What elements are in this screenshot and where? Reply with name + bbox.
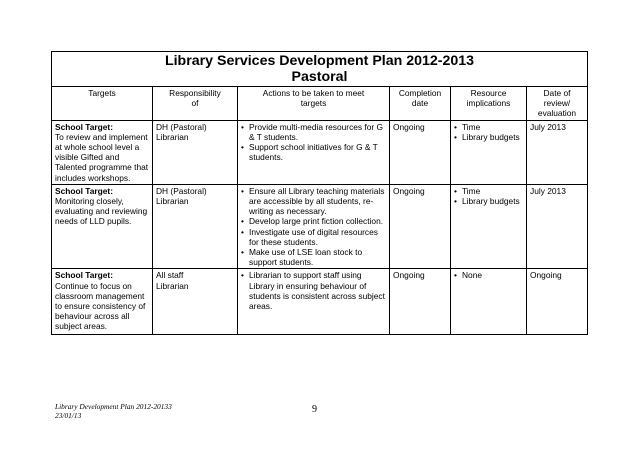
completion-cell: Ongoing — [390, 120, 451, 184]
header-targets: Targets — [52, 87, 153, 121]
target-text: Monitoring closely, evaluating and reviewing needs of LLD pupils. — [55, 196, 148, 227]
completion-cell: Ongoing — [390, 184, 451, 269]
table-row — [52, 120, 588, 184]
footer-doc-name: Library Development Plan 2012-20133 — [55, 402, 172, 411]
resources-cell — [451, 184, 527, 269]
responsibility-cell: DH (Pastoral) Librarian — [153, 184, 238, 269]
list-item: • None — [454, 270, 523, 280]
completion-cell: Ongoing — [390, 269, 451, 335]
target-cell — [52, 269, 153, 335]
list-item: • Make use of LSE loan stock to support students. — [241, 247, 386, 267]
list-item: • Support school initiatives for G & T students. — [241, 142, 386, 162]
review-cell: July 2013 — [527, 120, 588, 184]
table-row — [52, 269, 588, 335]
table-row — [52, 184, 588, 269]
development-plan-table — [51, 51, 588, 335]
header-row — [52, 87, 588, 121]
footer-date: 23/01/13 — [55, 411, 82, 420]
target-label: School Target: — [55, 185, 114, 196]
title-cell — [52, 52, 588, 87]
actions-cell — [238, 120, 390, 184]
list-item: • Library budgets — [454, 196, 523, 206]
list-item: • Librarian to support staff using Library in ensuring behaviour of students is consistent across subject areas. — [241, 270, 386, 311]
target-text: Continue to focus on classroom management to ensure consistency of behaviour across all subject areas. — [55, 280, 146, 332]
target-cell — [52, 120, 153, 184]
responsibility-cell: DH (Pastoral) Librarian — [153, 120, 238, 184]
page-number: 9 — [312, 404, 317, 415]
header-responsibility: Responsibility of — [153, 87, 238, 121]
actions-cell — [238, 184, 390, 269]
responsibility-cell: All staff Librarian — [153, 269, 238, 335]
resources-cell — [451, 120, 527, 184]
list-item: • Time — [454, 186, 523, 196]
document-title: Library Services Development Plan 2012-2013 — [164, 53, 475, 69]
review-cell: July 2013 — [527, 184, 588, 269]
resources-cell — [451, 269, 527, 335]
list-item: • Investigate use of digital resources for these students. — [241, 227, 386, 247]
target-label: School Target: — [55, 270, 114, 281]
list-item: • Ensure all Library teaching materials are accessible by all students, re-writing as necessary. — [241, 186, 386, 217]
list-item: • Time — [454, 122, 523, 132]
list-item: • Develop large print fiction collection. — [241, 216, 386, 226]
review-cell: Ongoing — [527, 269, 588, 335]
target-text: To review and implement at whole school level a visible Gifted and Talented programme that includes workshops. — [55, 131, 149, 183]
header-review: Date of review/ evaluation — [527, 87, 588, 121]
list-item: • Library budgets — [454, 132, 523, 142]
list-item: • Provide multi-media resources for G & T students. — [241, 122, 386, 142]
header-completion: Completion date — [390, 87, 451, 121]
header-resource: Resource implications — [451, 87, 527, 121]
header-actions: Actions to be taken to meet targets — [238, 87, 390, 121]
target-cell — [52, 184, 153, 269]
title-row — [52, 52, 588, 87]
actions-cell — [238, 269, 390, 335]
target-label: School Target: — [55, 121, 114, 132]
page-footer — [55, 402, 172, 420]
document-subtitle: Pastoral — [291, 69, 348, 85]
